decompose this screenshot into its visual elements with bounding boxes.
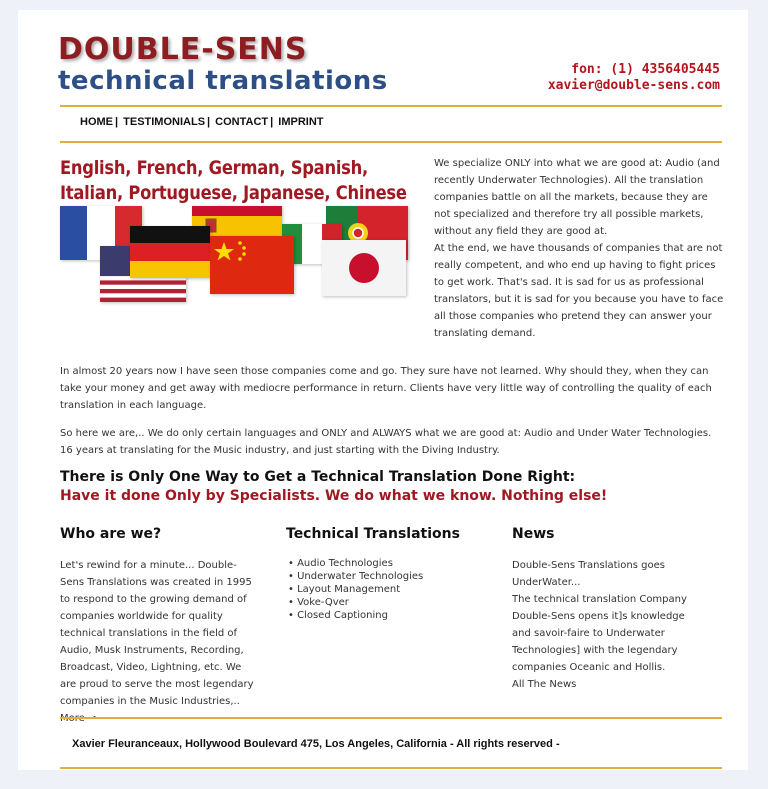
nav-divider bbox=[60, 141, 722, 143]
intro-text bbox=[434, 155, 724, 342]
news-title: News bbox=[512, 526, 555, 542]
contact-block bbox=[548, 62, 720, 94]
phone-number: fon: (1) 4356405445 bbox=[571, 62, 720, 77]
hero-title-line2: Italian, Portuguese, Japanese, Chinese bbox=[60, 182, 407, 204]
all-news-link[interactable]: All The News bbox=[512, 679, 577, 690]
nav-imprint[interactable]: IMPRINT bbox=[278, 116, 324, 128]
news-text bbox=[512, 557, 702, 693]
footer-text: Xavier Fleuranceaux, Hollywood Boulevard 475, Los Angeles, California - All rights reserved - bbox=[72, 738, 560, 750]
logo-top-text[interactable]: DOUBLE-SENS bbox=[58, 32, 308, 67]
service-item: • Audio Technologies bbox=[298, 557, 488, 570]
body-paragraph-2: So here we are,.. We do only certain languages and ONLY and ALWAYS what we are good at: Audio and Under Water Technologies. 16 years at translating for the Music industry, and just starting with the Diving Industry. bbox=[60, 428, 712, 456]
flag-japan bbox=[322, 240, 406, 296]
service-item: • Underwater Technologies bbox=[298, 570, 488, 583]
hero-title-line1: English, French, German, Spanish, bbox=[60, 157, 368, 179]
flag-china bbox=[210, 236, 294, 294]
services-list bbox=[288, 557, 488, 622]
logo-bottom-text[interactable]: technical translations bbox=[58, 66, 388, 96]
service-item: • Closed Captioning bbox=[298, 609, 488, 622]
nav-separator: | bbox=[270, 116, 274, 128]
footer-divider-bottom bbox=[60, 767, 722, 769]
email-link[interactable]: xavier@double-sens.com bbox=[547, 78, 720, 93]
tagline-subheading: Have it done Only by Specialists. We do what we know. Nothing else! bbox=[60, 488, 608, 504]
flags-image bbox=[60, 206, 408, 302]
nav-separator: | bbox=[207, 116, 211, 128]
intro-paragraph-2: At the end, we have thousands of companies that are not really competent, and who end up having to fight prices to get work. That's sad. It is sad for us as professional translators, but it is sad for you because you have to face all those companies who pretend they can answer your translating demand. bbox=[434, 243, 724, 339]
nav-separator: | bbox=[115, 116, 119, 128]
intro-paragraph-1: We specialize ONLY into what we are good at: Audio (and recently Underwater Technologies). All the translation companies battle on all the markets, because they are not specialized and therefore try all possible markets, without any field they are good at. bbox=[434, 158, 720, 237]
body-paragraph-1: In almost 20 years now I have seen those companies come and go. They sure have not learned. Why should they, when they can take your money and get away with mediocre performance in return. Clients have very little way of controlling the quality of each translation in each language. bbox=[60, 366, 712, 411]
nav-contact[interactable]: CONTACT bbox=[215, 116, 269, 128]
technical-translations-title: Technical Translations bbox=[286, 526, 460, 542]
nav-home[interactable]: HOME bbox=[80, 116, 113, 128]
who-are-we-text bbox=[60, 557, 260, 727]
news-body: The technical translation Company Double-Sens opens it]s knowledge and savoir-faire to Underwater Technologies] with the legendary companies Oceanic and Hollis. bbox=[512, 594, 687, 673]
hero-languages-title bbox=[60, 156, 407, 206]
main-nav bbox=[80, 116, 324, 128]
service-item: • Layout Management bbox=[298, 583, 488, 596]
who-are-we-body: Let's rewind for a minute... Double-Sens Translations was created in 1995 to respond to the growing demand of companies worldwide for quality technical translations in the field of Audio, Musk Instruments, Recording, Broadcast, Video, Lightning, etc. We are proud to serve the most legendary companies in the Music Industries,.. bbox=[60, 560, 254, 707]
tagline-heading: There is Only One Way to Get a Technical Translation Done Right: bbox=[60, 469, 576, 485]
news-headline-link[interactable]: Double-Sens Translations goes UnderWater... bbox=[512, 560, 665, 588]
service-item: • Voke-Qver bbox=[298, 596, 488, 609]
nav-testimonials[interactable]: TESTIMONIALS bbox=[123, 116, 206, 128]
footer-divider-top bbox=[60, 717, 722, 719]
flag-germany bbox=[130, 226, 210, 278]
header-divider bbox=[60, 105, 722, 107]
page-container bbox=[18, 10, 748, 770]
who-are-we-title: Who are we? bbox=[60, 526, 162, 542]
